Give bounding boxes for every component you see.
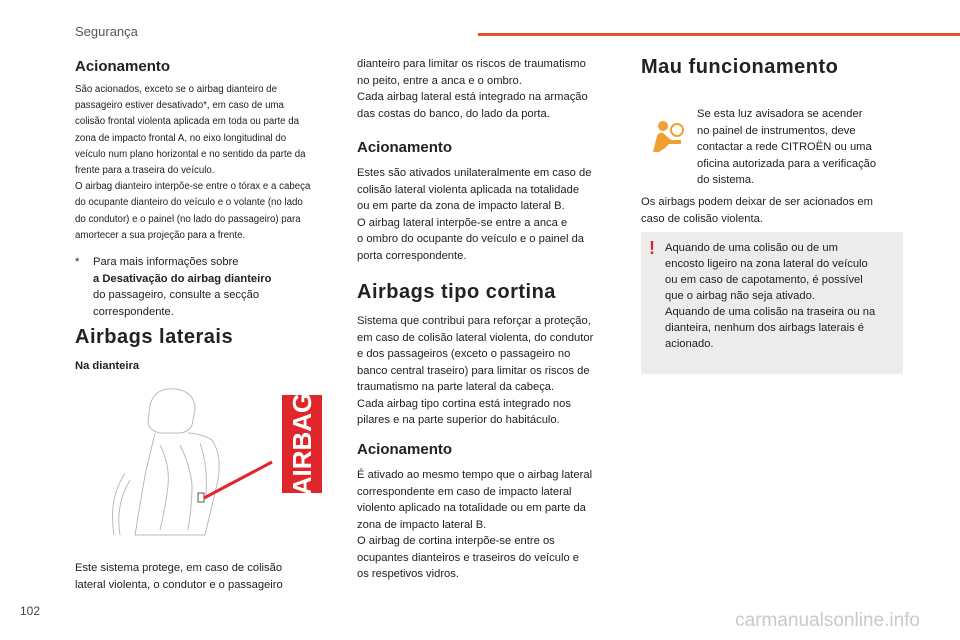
text-line: no painel de instrumentos, deve	[697, 124, 856, 137]
text-line: passageiro estiver desativado*, em caso de uma	[75, 100, 284, 112]
footnote-mark: *	[75, 256, 80, 268]
text-line: lateral violenta, o condutor e o passageiro	[75, 578, 283, 591]
text-line: que o airbag não seja ativado.	[665, 290, 815, 302]
paragraph-acionamento-frontal	[75, 82, 345, 244]
watermark: carmanualsonline.info	[735, 610, 920, 631]
text-line: os respetivos vidros.	[357, 568, 459, 580]
text-line: Aquando de uma colisão na traseira ou na	[665, 306, 876, 318]
text-line: amortecer a sua projeção para a frente.	[75, 229, 246, 241]
paragraph-luz-avisadora	[697, 106, 907, 189]
text-line: porta correspondente.	[357, 249, 467, 262]
text-line: do sistema.	[697, 174, 755, 186]
heading-acionamento-cortina: Acionamento	[357, 441, 453, 458]
text-line: veículo num plano horizontal e no sentido da parte da	[75, 148, 306, 160]
text-line: Os airbags podem deixar de ser acionados em	[641, 196, 873, 208]
text-line: O airbag dianteiro interpõe-se entre o tórax e a cabeça	[75, 181, 311, 193]
heading-acionamento-laterais: Acionamento	[357, 139, 453, 156]
text-line: Cada airbag tipo cortina está integrado nos	[357, 397, 571, 410]
text-line: do passageiro, consulte a secção	[93, 289, 260, 301]
text-line: Sistema que contribui para reforçar a proteção,	[357, 315, 591, 327]
heading-airbags-cortina: Airbags tipo cortina	[357, 281, 556, 303]
paragraph-acionamento-cortina	[357, 467, 622, 583]
text-line: violento aplicado na totalidade ou em parte da	[357, 502, 586, 514]
text-line: traumatismo na parte lateral da cabeça.	[357, 381, 555, 393]
warning-exclamation-icon: !	[649, 238, 655, 258]
text-line: em caso de colisão lateral violenta, do condutor	[357, 331, 594, 344]
text-line: o ombro do ocupante do veículo e o painel da	[357, 233, 585, 245]
text-line: Aquando de uma colisão ou de um	[665, 242, 838, 254]
text-line: São acionados, exceto se o airbag dianteiro de	[75, 84, 277, 95]
text-line: frente para a traseira do veículo.	[75, 165, 215, 177]
text-line: zona de impacto lateral B.	[357, 518, 487, 531]
airbag-warning-light-icon	[649, 118, 685, 154]
text-line: colisão frontal violenta aplicada em toda ou parte da	[75, 116, 300, 128]
paragraph-continuation	[357, 56, 622, 122]
footnote	[93, 254, 338, 320]
paragraph-cortina	[357, 313, 622, 429]
heading-airbags-laterais: Airbags laterais	[75, 326, 234, 348]
text-line: e dos passageiros (exceto o passageiro no	[357, 348, 571, 360]
text-line: pilares e na parte superior do habitáculo.	[357, 414, 560, 426]
text-line: encosto ligeiro na zona lateral do veículo	[665, 258, 868, 270]
paragraph-podem-deixar	[641, 194, 911, 227]
airbag-label: AIRBAG	[287, 392, 317, 496]
text-line: banco central traseiro) para limitar os riscos de	[357, 364, 590, 377]
text-line: Este sistema protege, em caso de colisão	[75, 562, 283, 574]
text-line: É ativado ao mesmo tempo que o airbag lateral	[357, 469, 593, 481]
text-line: a Desativação do airbag dianteiro	[93, 272, 272, 285]
text-line: Cada airbag lateral está integrado na armação	[357, 91, 588, 103]
text-line: ou em parte da zona de impacto lateral B.	[357, 200, 565, 212]
heading-mau-funcionamento: Mau funcionamento	[641, 56, 839, 78]
text-line: colisão lateral violenta aplicada na totalidade	[357, 183, 580, 196]
text-line: correspondente em caso de impacto lateral	[357, 485, 572, 498]
header-accent-bar	[478, 33, 960, 36]
warning-text	[665, 240, 900, 352]
text-line: ou em caso de capotamento, é possível	[665, 274, 863, 286]
paragraph-este-sistema	[75, 560, 337, 593]
text-line: dianteira, nenhum dos airbags laterais é	[665, 322, 865, 334]
text-line: Se esta luz avisadora se acender	[697, 108, 863, 120]
text-line: dianteiro para limitar os riscos de traumatismo	[357, 58, 586, 70]
section-title: Segurança	[75, 24, 138, 39]
text-line: O airbag lateral interpõe-se entre a anca e	[357, 216, 568, 229]
text-line: ocupantes dianteiros e traseiros do veículo e	[357, 551, 580, 564]
text-line: das costas do banco, do lado da porta.	[357, 107, 550, 120]
text-line: do ocupante dianteiro do veículo e o volante (no lado	[75, 197, 303, 209]
text-line: zona de impacto frontal A, no eixo longitudinal do	[75, 132, 287, 144]
seat-airbag-illustration	[100, 385, 330, 545]
text-line: Para mais informações sobre	[93, 256, 239, 268]
text-line: oficina autorizada para a verificação	[697, 157, 877, 170]
text-line: O airbag de cortina interpõe-se entre os	[357, 535, 555, 547]
page-number: 102	[20, 604, 41, 618]
text-line: correspondente.	[93, 305, 174, 318]
text-line: do condutor) e o painel (no lado do passageiro) para	[75, 213, 301, 225]
text-line: caso de colisão violenta.	[641, 212, 763, 225]
text-line: no peito, entre a anca e o ombro.	[357, 74, 522, 87]
subheading-na-dianteira: Na dianteira	[75, 360, 140, 372]
text-line: acionado.	[665, 338, 714, 350]
paragraph-acionamento-laterais	[357, 165, 622, 264]
text-line: Estes são ativados unilateralmente em caso de	[357, 167, 592, 179]
heading-acionamento: Acionamento	[75, 58, 171, 75]
text-line: contactar a rede CITROËN ou uma	[697, 141, 872, 153]
